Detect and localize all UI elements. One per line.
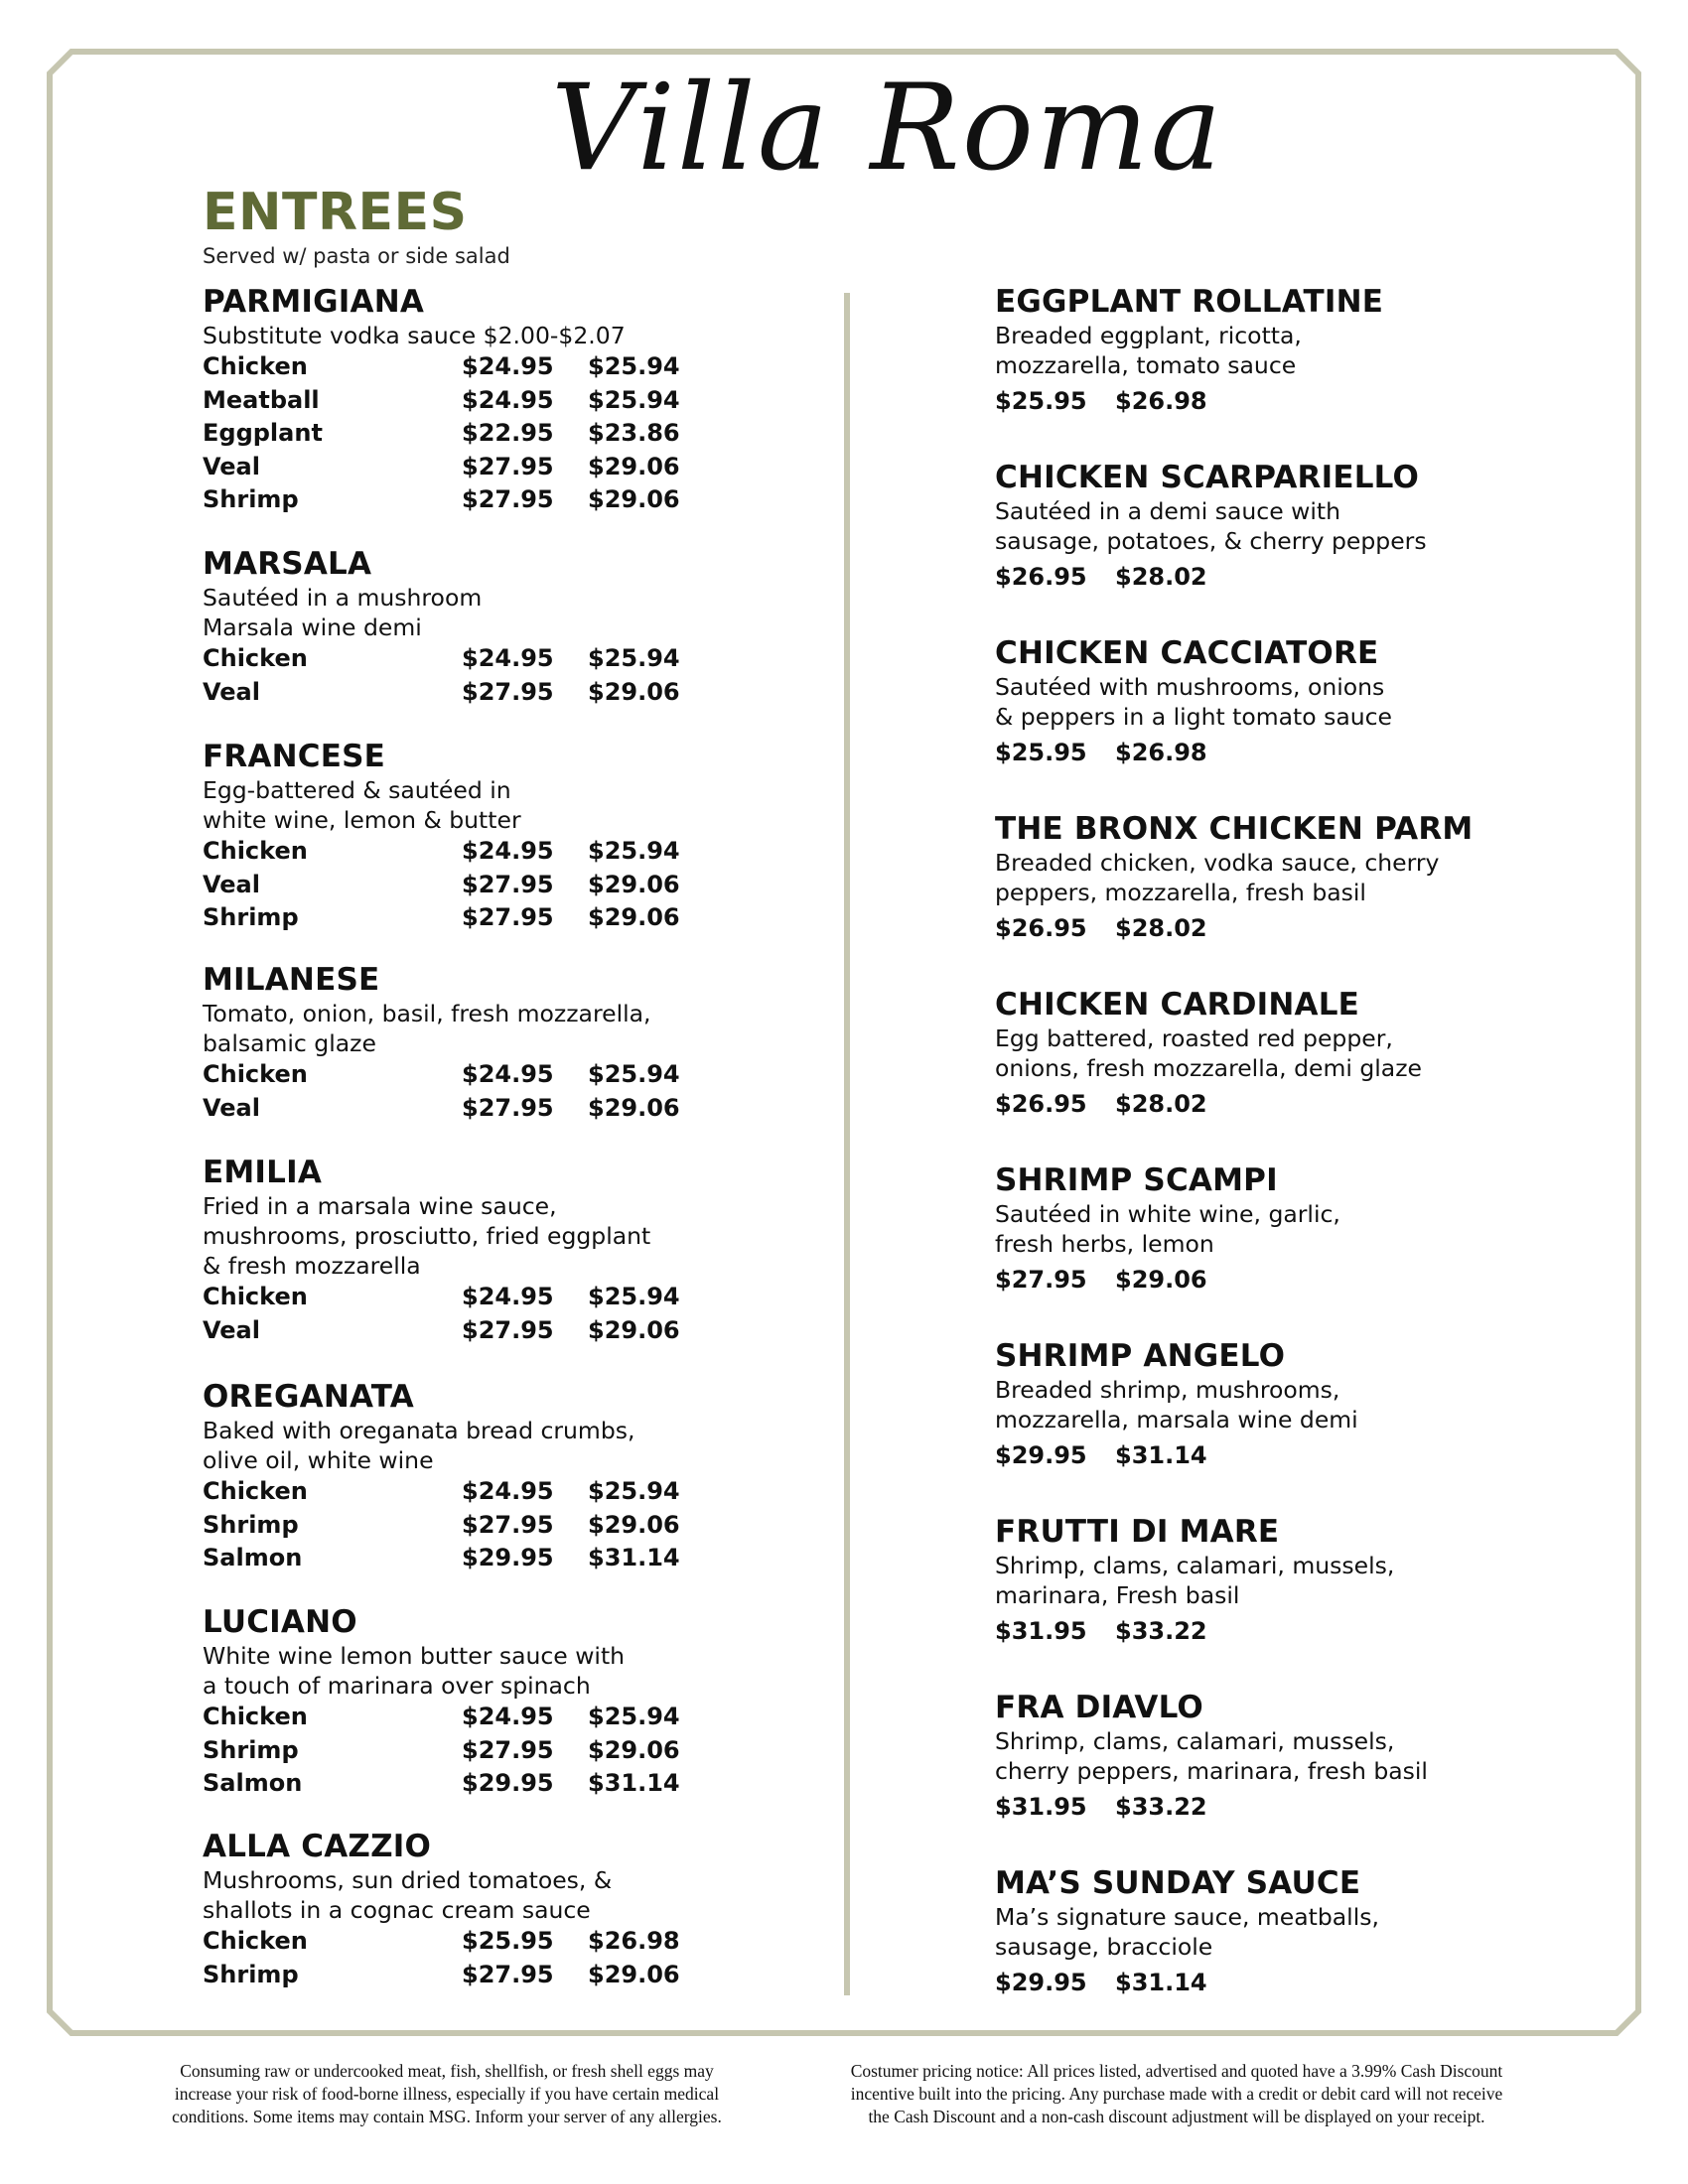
dish-description	[995, 1726, 1511, 1786]
item-name: Chicken	[203, 1283, 308, 1310]
price-row	[203, 869, 699, 902]
dish-name: FRUTTI DI MARE	[995, 1514, 1280, 1550]
card-price: $29.06	[588, 677, 680, 706]
section-title: ENTREES	[203, 183, 468, 242]
price-row	[203, 350, 699, 384]
dish-description	[203, 583, 699, 642]
cash-price: $27.95	[462, 677, 554, 706]
cash-price: $25.95	[995, 387, 1087, 415]
dish-section	[203, 283, 699, 545]
card-price: $29.06	[1115, 1266, 1207, 1294]
item-name: Veal	[203, 1315, 260, 1344]
card-price: $29.06	[588, 1960, 680, 1988]
item-name: Shrimp	[203, 903, 299, 931]
description-line: olive oil, white wine	[203, 1446, 434, 1474]
notice-line: incentive built into the pricing. Any purchase made with a credit or debit card will not receive	[850, 2084, 1503, 2104]
cash-price: $25.95	[995, 739, 1087, 766]
cash-price: $27.95	[462, 870, 554, 898]
card-price: $31.14	[1115, 1441, 1207, 1469]
card-price: $23.86	[588, 419, 680, 447]
card-price: $25.94	[588, 1283, 680, 1310]
card-price: $28.02	[1115, 563, 1207, 591]
item-name: Shrimp	[203, 1735, 299, 1764]
dish-name: CHICKEN SCARPARIELLO	[995, 460, 1420, 495]
cash-price: $27.95	[462, 1735, 554, 1764]
dish-section	[203, 738, 699, 961]
card-price: $25.94	[588, 352, 680, 380]
card-price: $28.02	[1115, 1090, 1207, 1118]
dish-description	[203, 775, 699, 835]
card-price: $29.06	[588, 1093, 680, 1122]
dish-section	[995, 1161, 1511, 1337]
item-name: Chicken	[203, 1703, 308, 1730]
description-line: Shrimp, clams, calamari, mussels,	[995, 1552, 1395, 1579]
dish-section	[203, 545, 699, 738]
price-row	[995, 1261, 1511, 1298]
card-price: $29.06	[588, 1510, 680, 1539]
dish-name: SHRIMP SCAMPI	[995, 1162, 1278, 1198]
pricing-notice	[794, 2060, 1559, 2128]
dish-section	[995, 283, 1511, 459]
item-name: Chicken	[203, 1477, 308, 1505]
item-name: Chicken	[203, 1060, 308, 1088]
price-row	[995, 734, 1511, 771]
description-line: mozzarella, marsala wine demi	[995, 1406, 1358, 1433]
cash-price: $26.95	[995, 563, 1087, 591]
dish-name: FRANCESE	[203, 739, 386, 774]
description-line: Breaded shrimp, mushrooms,	[995, 1376, 1340, 1404]
price-row	[995, 382, 1511, 420]
item-name: Meatball	[203, 385, 320, 414]
card-price: $26.98	[588, 1927, 680, 1955]
cash-price: $29.95	[995, 1441, 1087, 1469]
price-row	[995, 1085, 1511, 1123]
dish-name: ALLA CAZZIO	[203, 1829, 432, 1864]
dish-name: EMILIA	[203, 1155, 323, 1190]
price-row	[203, 1959, 699, 1992]
price-row	[203, 1058, 699, 1092]
card-price: $29.06	[588, 1735, 680, 1764]
cash-price: $24.95	[462, 1283, 554, 1310]
dish-description	[995, 848, 1511, 907]
dish-description	[203, 1865, 699, 1925]
card-price: $25.94	[588, 1060, 680, 1088]
dish-section	[995, 1337, 1511, 1513]
notice-line: increase your risk of food-borne illness, especially if you have certain medical	[174, 2084, 720, 2104]
description-line: Breaded chicken, vodka sauce, cherry	[995, 849, 1440, 877]
description-line: Sautéed with mushrooms, onions	[995, 673, 1385, 701]
description-line: sausage, bracciole	[995, 1933, 1213, 1961]
dish-section	[203, 1378, 699, 1603]
card-price: $31.14	[588, 1769, 680, 1797]
price-row	[203, 483, 699, 517]
card-price: $33.22	[1115, 1617, 1207, 1645]
price-row	[203, 451, 699, 484]
dish-name: MILANESE	[203, 962, 380, 998]
card-price: $29.06	[588, 870, 680, 898]
restaurant-logo: Villa Roma	[551, 60, 1224, 198]
price-row	[203, 1092, 699, 1126]
cash-price: $26.95	[995, 914, 1087, 942]
notice-line: Costumer pricing notice: All prices listed, advertised and quoted have a 3.99% Cash Discount	[850, 2061, 1503, 2081]
dish-name: SHRIMP ANGELO	[995, 1338, 1286, 1374]
cash-price: $27.95	[462, 1960, 554, 1988]
card-price: $26.98	[1115, 387, 1207, 415]
cash-price: $27.95	[462, 1315, 554, 1344]
price-row	[203, 1475, 699, 1509]
card-price: $29.06	[588, 452, 680, 480]
description-line: Sautéed in white wine, garlic,	[995, 1200, 1340, 1228]
card-price: $29.06	[588, 485, 680, 513]
dish-description	[203, 1641, 699, 1701]
cash-price: $29.95	[462, 1544, 554, 1571]
item-name: Veal	[203, 452, 260, 480]
card-price: $25.94	[588, 385, 680, 414]
cash-price: $24.95	[462, 1477, 554, 1505]
item-name: Veal	[203, 677, 260, 706]
dish-description	[203, 1416, 699, 1475]
price-row	[203, 1701, 699, 1734]
notice-line: Consuming raw or undercooked meat, fish, shellfish, or fresh shell eggs may	[180, 2061, 714, 2081]
cash-price: $31.95	[995, 1617, 1087, 1645]
description-line: shallots in a cognac cream sauce	[203, 1896, 591, 1924]
description-line: cherry peppers, marinara, fresh basil	[995, 1757, 1428, 1785]
cash-price: $24.95	[462, 352, 554, 380]
allergy-notice	[129, 2060, 765, 2128]
price-row	[203, 1542, 699, 1575]
description-line: White wine lemon butter sauce with	[203, 1642, 626, 1670]
price-row	[203, 676, 699, 710]
description-line: Sautéed in a demi sauce with	[995, 497, 1341, 525]
dish-name: THE BRONX CHICKEN PARM	[995, 811, 1474, 847]
dish-description	[995, 496, 1511, 556]
dish-section	[995, 1864, 1511, 2040]
description-line: white wine, lemon & butter	[203, 806, 521, 834]
dish-description	[995, 321, 1511, 380]
dish-section	[203, 1603, 699, 1828]
card-price: $31.14	[588, 1544, 680, 1571]
description-line: marinara, Fresh basil	[995, 1581, 1240, 1609]
price-row	[203, 1925, 699, 1959]
item-name: Salmon	[203, 1544, 303, 1571]
card-price: $25.94	[588, 644, 680, 672]
price-row	[995, 1964, 1511, 2001]
column-divider	[844, 293, 850, 1995]
dish-description	[995, 1551, 1511, 1610]
description-line: Egg battered, roasted red pepper,	[995, 1024, 1393, 1052]
cash-price: $24.95	[462, 1060, 554, 1088]
item-name: Salmon	[203, 1769, 303, 1797]
description-line: peppers, mozzarella, fresh basil	[995, 879, 1366, 906]
description-line: & peppers in a light tomato sauce	[995, 703, 1393, 731]
dish-name: CHICKEN CARDINALE	[995, 987, 1360, 1023]
dish-name: OREGANATA	[203, 1379, 414, 1415]
section-subtitle: Served w/ pasta or side salad	[203, 244, 510, 268]
cash-price: $29.95	[462, 1769, 554, 1797]
item-name: Chicken	[203, 352, 308, 380]
dish-description	[995, 1199, 1511, 1259]
price-row	[995, 1612, 1511, 1650]
dish-section	[995, 459, 1511, 634]
cash-price: $26.95	[995, 1090, 1087, 1118]
cash-price: $24.95	[462, 837, 554, 865]
description-line: Baked with oreganata bread crumbs,	[203, 1417, 635, 1444]
description-line: Substitute vodka sauce $2.00-$2.07	[203, 322, 626, 349]
dish-section	[995, 810, 1511, 986]
cash-price: $27.95	[462, 1093, 554, 1122]
dish-name: FRA DIAVLO	[995, 1690, 1203, 1725]
card-price: $29.06	[588, 903, 680, 931]
description-line: Egg-battered & sautéed in	[203, 776, 511, 804]
dish-name: EGGPLANT ROLLATINE	[995, 284, 1384, 320]
price-row	[203, 1281, 699, 1314]
cash-price: $27.95	[462, 903, 554, 931]
dish-description	[203, 999, 699, 1058]
description-line: Ma’s signature sauce, meatballs,	[995, 1903, 1379, 1931]
right-column	[995, 283, 1511, 2040]
cash-price: $24.95	[462, 644, 554, 672]
item-name: Chicken	[203, 837, 308, 865]
price-row	[995, 558, 1511, 596]
description-line: a touch of marinara over spinach	[203, 1672, 591, 1700]
description-line: Breaded eggplant, ricotta,	[995, 322, 1302, 349]
cash-price: $31.95	[995, 1793, 1087, 1821]
card-price: $25.94	[588, 1477, 680, 1505]
item-name: Chicken	[203, 644, 308, 672]
dish-name: LUCIANO	[203, 1604, 357, 1640]
dish-name: MA’S SUNDAY SAUCE	[995, 1865, 1361, 1901]
cash-price: $24.95	[462, 1703, 554, 1730]
dish-section	[995, 1513, 1511, 1689]
cash-price: $29.95	[995, 1969, 1087, 1996]
description-line: mushrooms, prosciutto, fried eggplant	[203, 1222, 651, 1250]
dish-description	[995, 1375, 1511, 1434]
dish-section	[203, 1154, 699, 1378]
description-line: Marsala wine demi	[203, 614, 422, 641]
price-row	[995, 1788, 1511, 1826]
price-row	[203, 1314, 699, 1348]
card-price: $26.98	[1115, 739, 1207, 766]
price-row	[203, 417, 699, 451]
item-name: Shrimp	[203, 1960, 299, 1988]
price-row	[203, 1734, 699, 1768]
description-line: Mushrooms, sun dried tomatoes, &	[203, 1866, 613, 1894]
left-column	[203, 283, 699, 2026]
card-price: $25.94	[588, 1703, 680, 1730]
dish-section	[995, 1689, 1511, 1864]
item-name: Veal	[203, 1093, 260, 1122]
dish-description	[995, 1902, 1511, 1962]
item-name: Eggplant	[203, 419, 323, 447]
card-price: $28.02	[1115, 914, 1207, 942]
description-line: Fried in a marsala wine sauce,	[203, 1192, 557, 1220]
cash-price: $27.95	[462, 1510, 554, 1539]
dish-name: MARSALA	[203, 546, 372, 582]
item-name: Chicken	[203, 1927, 308, 1955]
item-name: Shrimp	[203, 485, 299, 513]
description-line: Shrimp, clams, calamari, mussels,	[995, 1727, 1395, 1755]
dish-description	[203, 321, 699, 350]
description-line: fresh herbs, lemon	[995, 1230, 1214, 1258]
card-price: $31.14	[1115, 1969, 1207, 1996]
description-line: Tomato, onion, basil, fresh mozzarella,	[203, 1000, 651, 1027]
description-line: sausage, potatoes, & cherry peppers	[995, 527, 1427, 555]
cash-price: $27.95	[462, 452, 554, 480]
notice-line: conditions. Some items may contain MSG. Inform your server of any allergies.	[172, 2107, 722, 2126]
price-row	[995, 1436, 1511, 1474]
cash-price: $27.95	[995, 1266, 1087, 1294]
dish-section	[203, 961, 699, 1154]
card-price: $29.06	[588, 1315, 680, 1344]
price-row	[203, 384, 699, 418]
cash-price: $25.95	[462, 1927, 554, 1955]
dish-section	[203, 1828, 699, 2026]
description-line: balsamic glaze	[203, 1029, 376, 1057]
price-row	[203, 642, 699, 676]
description-line: onions, fresh mozzarella, demi glaze	[995, 1054, 1422, 1082]
price-row	[203, 901, 699, 935]
cash-price: $22.95	[462, 419, 554, 447]
card-price: $33.22	[1115, 1793, 1207, 1821]
description-line: mozzarella, tomato sauce	[995, 351, 1297, 379]
dish-description	[995, 672, 1511, 732]
notice-line: the Cash Discount and a non-cash discount adjustment will be displayed on your receipt.	[868, 2107, 1485, 2126]
price-row	[995, 909, 1511, 947]
card-price: $25.94	[588, 837, 680, 865]
dish-section	[995, 634, 1511, 810]
cash-price: $24.95	[462, 385, 554, 414]
price-row	[203, 835, 699, 869]
price-row	[203, 1767, 699, 1801]
description-line: & fresh mozzarella	[203, 1252, 421, 1280]
dish-description	[995, 1024, 1511, 1083]
description-line: Sautéed in a mushroom	[203, 584, 483, 612]
item-name: Veal	[203, 870, 260, 898]
cash-price: $27.95	[462, 485, 554, 513]
dish-section	[995, 986, 1511, 1161]
dish-name: PARMIGIANA	[203, 284, 425, 320]
price-row	[203, 1509, 699, 1543]
item-name: Shrimp	[203, 1510, 299, 1539]
dish-description	[203, 1191, 699, 1281]
dish-name: CHICKEN CACCIATORE	[995, 635, 1379, 671]
